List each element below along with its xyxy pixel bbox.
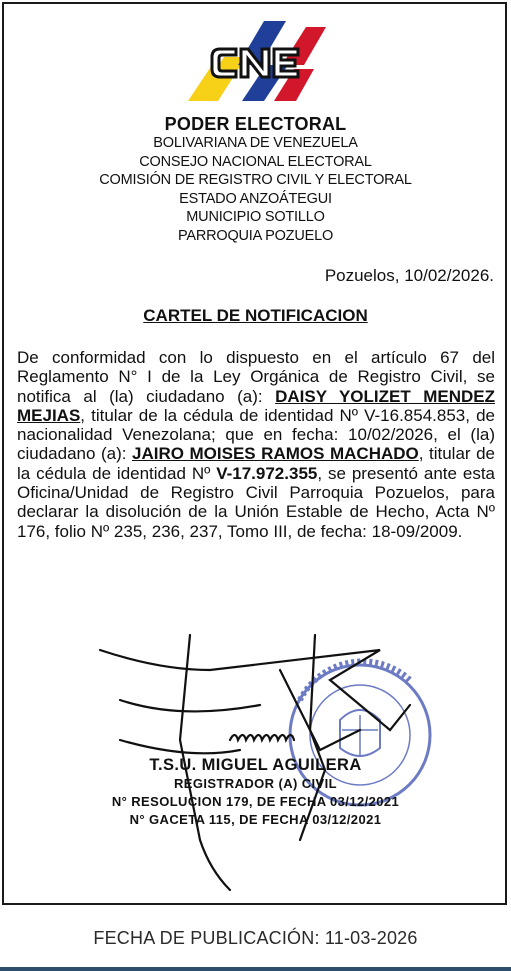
notice-body — [17, 348, 495, 541]
publication-date: FECHA DE PUBLICACIÓN: 11-03-2026 — [93, 928, 418, 948]
header-line-council: CONSEJO NACIONAL ELECTORAL — [139, 153, 372, 170]
document-title: CARTEL DE NOTIFICACION — [143, 306, 368, 325]
notified-person-name: DAISY YOLIZET MENDEZ MEJIAS — [17, 386, 495, 425]
header-line-parish: PARROQUIA POZUELO — [177, 227, 334, 244]
date-line: Pozuelos, 10/02/2026. — [324, 266, 494, 285]
header — [0, 114, 511, 245]
registrar-name: T.S.U. MIGUEL AGUILERA — [149, 756, 362, 774]
cne-logo — [186, 21, 326, 101]
header-line-state: ESTADO ANZOÁTEGUI — [179, 190, 332, 207]
registrar-role: REGISTRADOR (A) CIVIL — [174, 776, 337, 791]
signature-block — [0, 755, 511, 829]
gazette-number: N° GACETA 115, DE FECHA 03/12/2021 — [129, 812, 382, 827]
footer-bar — [0, 967, 511, 971]
body-text-part-3: , titular de la cédula de identidad Nº — [17, 444, 496, 483]
body-text-part-2: , titular de la cédula de identidad Nº V-16.854.853, de nacionalidad Venezolana; que en fecha: 10/02/2026, el (la) ciudadano (a): — [17, 405, 495, 464]
body-text-part-4: , se presentó ante esta Oficina/Unidad de Registro Civil Parroquia Pozuelos, para declarar la disolución de la Unión Estable de Hecho, Acta Nº 176, folio Nº 235, 236, 237, Tomo III, de fecha: 18-09/2009. — [17, 463, 495, 541]
declarant-name: JAIRO MOISES RAMOS MACHADO — [132, 444, 419, 464]
header-line-commission: COMISIÓN DE REGISTRO CIVIL Y ELECTORAL — [99, 172, 412, 188]
header-line-country: BOLIVARIANA DE VENEZUELA — [153, 135, 358, 151]
institution-name: PODER ELECTORAL — [164, 114, 347, 134]
resolution-number: N° RESOLUCION 179, DE FECHA 03/12/2021 — [111, 794, 400, 809]
declarant-id: V-17.972.355 — [216, 463, 318, 483]
body-text-part-1: De conformidad con lo dispuesto en el artículo 67 del Reglamento N° I de la Ley Orgánica de Registro Civil, se notifica al (la) ciudadano (a): — [17, 348, 495, 406]
header-line-municipality: MUNICIPIO SOTILLO — [186, 209, 325, 225]
